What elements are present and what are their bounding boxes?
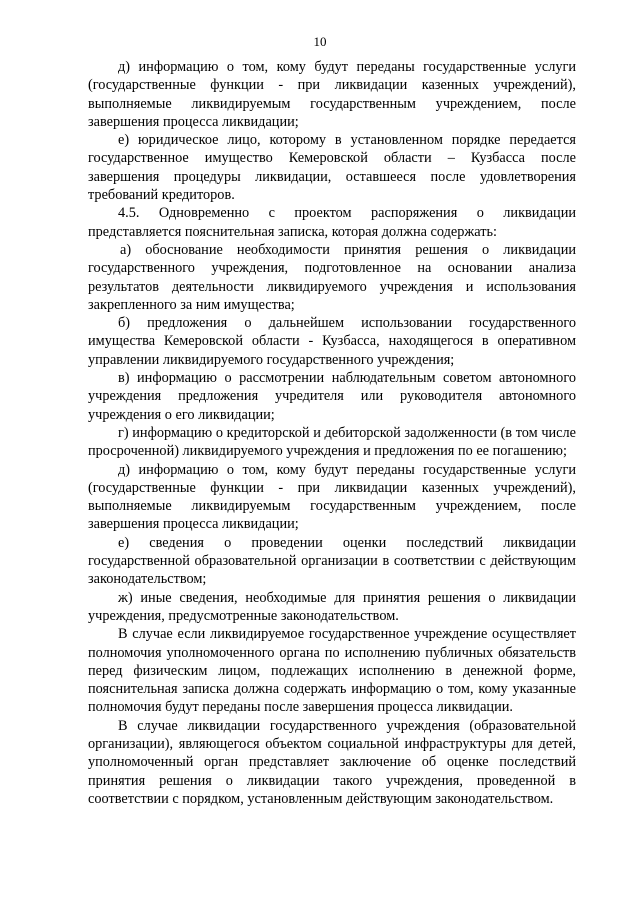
paragraph-b-property-use: б) предложения о дальнейшем использовании государственного имущества Кемеровской области - Кузбасса, находящегося в оперативном управлении ликвидируемого государственного учреждения;: [88, 315, 576, 368]
paragraph-g-debts: г) информацию о кредиторской и дебиторской задолженности (в том числе просроченной) ликвидируемого учреждения и предложения по ее погашению;: [88, 424, 576, 460]
paragraph-zh-other-info: ж) иные сведения, необходимые для принятия решения о ликвидации учреждения, предусмотренные законодательством.: [88, 589, 576, 624]
paragraph-d-services-transfer-2: д) информацию о том, кому будут переданы государственные услуги (государственные функции - при ликвидации казенных учреждений), выполняемые ликвидируемым государственным учреждением, после завершения процесса ликвидации;: [88, 461, 576, 533]
paragraph-a-justification: а) обоснование необходимости принятия решения о ликвидации государственного учреждения, подготовленное на основании анализа результатов деятельности ликвидируемого учреждения и использования закрепленного за ним имущества;: [88, 241, 576, 313]
document-body: [88, 58, 576, 808]
paragraph-v-supervisory-board: в) информацию о рассмотрении наблюдательным советом автономного учреждения предложения учредителя или руководителя автономного учреждения о его ликвидации;: [88, 370, 576, 423]
paragraph-social-infrastructure: В случае ликвидации государственного учреждения (образовательной организации), являющегося объектом социальной инфраструктуры для детей, уполномоченный орган представляет заключение об оценке последствий принятия решения о ликвидации такого учреждения, проведенной в соответствии с порядком, установленным действующим законодательством.: [88, 717, 576, 807]
page-number: 10: [313, 34, 327, 49]
paragraph-public-obligations: В случае если ликвидируемое государственное учреждение осуществляет полномочия уполномоченного органа по исполнению публичных обязательств перед физическим лицом, подлежащих исполнению в денежной форме, пояснительная записка должна содержать информацию о том, кому указанные полномочия будут переданы после завершения процесса ликвидации.: [88, 626, 576, 716]
paragraph-e-property-transfer: е) юридическое лицо, которому в установленном порядке передается государственное имущество Кемеровской области – Кузбасса после завершения процедуры ликвидации, оставшееся после удовлетворения требований кредиторов.: [88, 132, 576, 204]
paragraph-d-services-transfer: д) информацию о том, кому будут переданы государственные услуги (государственные функции - при ликвидации казенных учреждений), выполняемые ликвидируемым государственным учреждением, после завершения процесса ликвидации;: [88, 59, 576, 130]
paragraph-e-assessment: е) сведения о проведении оценки последствий ликвидации государственной образовательной организации в соответствии с действующим законодательством;: [88, 534, 576, 588]
paragraph-4-5-explanatory-note: 4.5. Одновременно с проектом распоряжения о ликвидации представляется пояснительная записка, которая должна содержать:: [88, 205, 576, 240]
